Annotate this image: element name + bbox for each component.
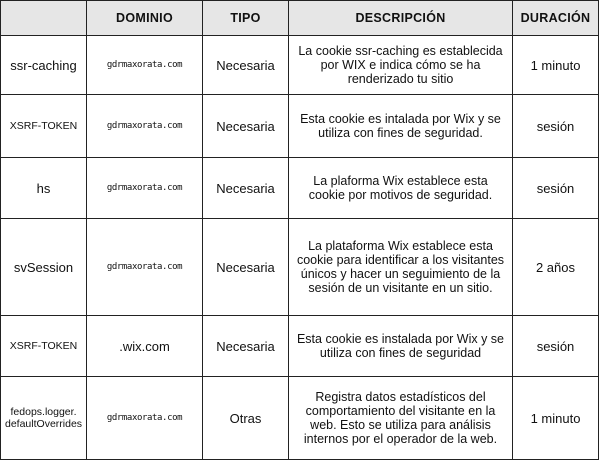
cookie-name: svSession <box>1 219 87 316</box>
cookie-description: La plataforma Wix establece esta cookie para identificar a los visitantes únicos y hacer un seguimiento de la sesión de un visitante en un sitio. <box>289 219 513 316</box>
cookie-description: La cookie ssr-caching es establecida por WIX e indica cómo se ha renderizado tu sitio <box>289 36 513 95</box>
cookie-domain: gdrmaxorata.com <box>87 158 203 219</box>
cookie-description: Registra datos estadísticos del comportamiento del visitante en la web. Esto se utiliza para análisis internos por el operador de la web. <box>289 377 513 460</box>
table-row <box>1 36 599 95</box>
cookie-duration: sesión <box>513 316 599 377</box>
table-row <box>1 316 599 377</box>
cookie-name: fedops.logger. defaultOverrides <box>1 377 87 460</box>
header-row <box>1 1 599 36</box>
cookie-type: Necesaria <box>203 219 289 316</box>
cookie-description: Esta cookie es intalada por Wix y se utiliza con fines de seguridad. <box>289 95 513 158</box>
cookie-duration: sesión <box>513 95 599 158</box>
cookie-domain: gdrmaxorata.com <box>87 219 203 316</box>
header-name <box>1 1 87 36</box>
cookie-domain: .wix.com <box>87 316 203 377</box>
header-duration: DURACIÓN <box>513 1 599 36</box>
table-row <box>1 95 599 158</box>
cookie-type: Necesaria <box>203 316 289 377</box>
cookie-name: hs <box>1 158 87 219</box>
cookie-description: Esta cookie es instalada por Wix y se utiliza con fines de seguridad <box>289 316 513 377</box>
cookie-duration: 1 minuto <box>513 377 599 460</box>
cookie-name: ssr-caching <box>1 36 87 95</box>
table-row <box>1 158 599 219</box>
cookie-name: XSRF-TOKEN <box>1 316 87 377</box>
header-type: TIPO <box>203 1 289 36</box>
cookie-duration: 2 años <box>513 219 599 316</box>
cookie-name: XSRF-TOKEN <box>1 95 87 158</box>
cookie-type: Necesaria <box>203 95 289 158</box>
table-row <box>1 377 599 460</box>
cookie-domain: gdrmaxorata.com <box>87 377 203 460</box>
cookie-domain: gdrmaxorata.com <box>87 36 203 95</box>
cookie-type: Necesaria <box>203 36 289 95</box>
cookie-description: La plaforma Wix establece esta cookie por motivos de seguridad. <box>289 158 513 219</box>
cookie-duration: 1 minuto <box>513 36 599 95</box>
header-domain: DOMINIO <box>87 1 203 36</box>
table-row <box>1 219 599 316</box>
cookie-type: Necesaria <box>203 158 289 219</box>
cookie-type: Otras <box>203 377 289 460</box>
cookie-duration: sesión <box>513 158 599 219</box>
header-description: DESCRIPCIÓN <box>289 1 513 36</box>
cookie-domain: gdrmaxorata.com <box>87 95 203 158</box>
